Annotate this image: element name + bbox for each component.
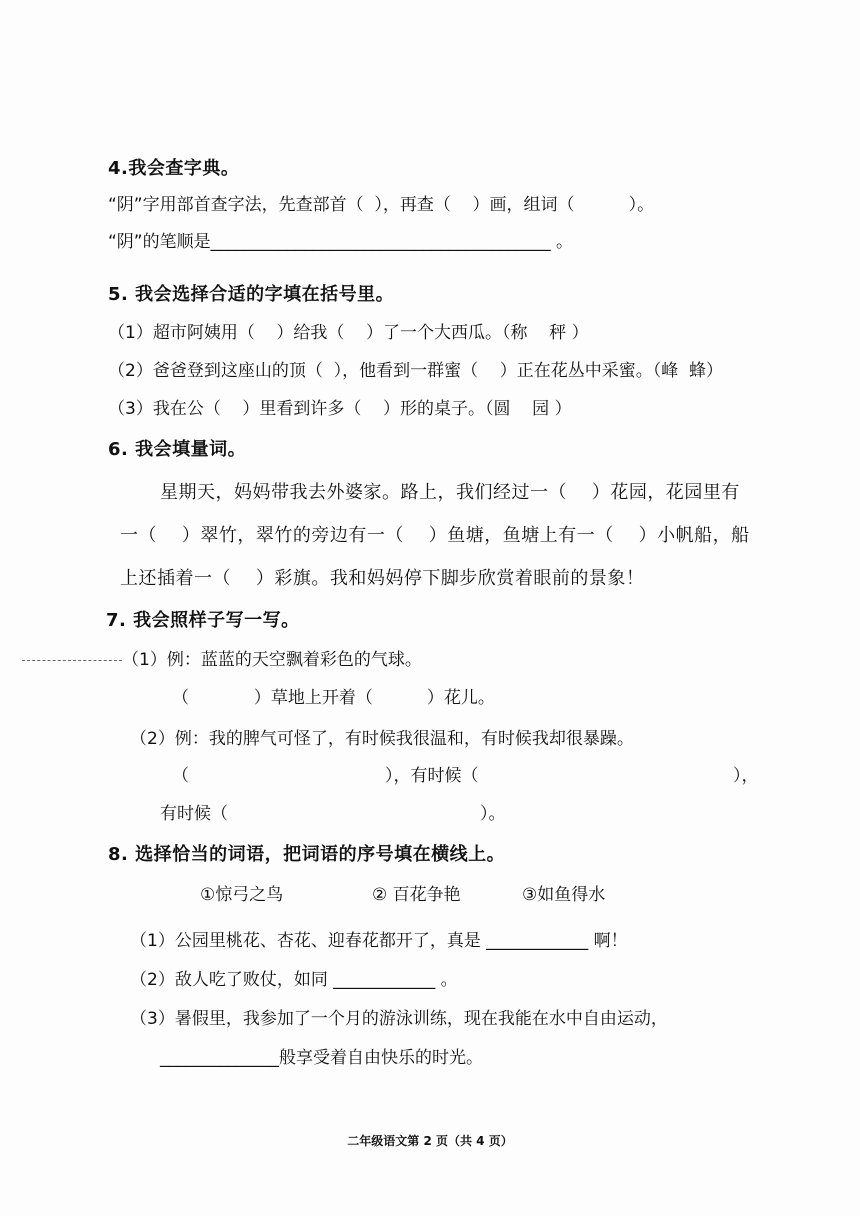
q8-item-1: （1）公园里桃花、杏花、迎春花都开了，真是 ____________ 啊！ [130, 931, 628, 951]
q7-title: 7. 我会照样子写一写。 [106, 610, 300, 631]
q5-title: 5. 我会选择合适的字填在括号里。 [108, 284, 395, 305]
q7-blank-1: （ ）草地上开着（ ）花儿。 [172, 688, 495, 708]
q6-line-1: 星期天，妈妈带我去外婆家。路上，我们经过一（ ）花园，花园里有 [160, 482, 740, 503]
q7-blank-2a: （ [172, 766, 189, 786]
q6-line-2: 一（ ）翠竹，翠竹的旁边有一（ ）鱼塘，鱼塘上有一（ ）小帆船，船 [120, 525, 750, 546]
q5-item-1: （1）超市阿姨用（ ）给我（ ）了一个大西瓜。（称 秤 ） [108, 323, 589, 343]
q6-line-3: 上还插着一（ ）彩旗。我和妈妈停下脚步欣赏着眼前的景象！ [120, 568, 645, 589]
q8-option-1: ①惊弓之鸟 [200, 885, 284, 905]
q5-item-3: （3）我在公（ ）里看到许多（ ）形的桌子。（圆 园 ） [108, 399, 572, 419]
scan-mark [22, 660, 122, 661]
q8-item-3-cont: ______________般享受着自由快乐的时光。 [160, 1048, 483, 1068]
q4-title: 4.我会查字典。 [108, 158, 240, 179]
q7-blank-3b: ）。 [480, 804, 506, 824]
q8-title: 8. 选择恰当的词语，把词语的序号填在横线上。 [108, 844, 506, 865]
q8-item-3: （3）暑假里，我参加了一个月的游泳训练，现在我能在水中自由运动， [130, 1009, 668, 1029]
q4-line1: “阴”字用部首查字法，先查部首（ ），再查（ ）画，组词（ ）。 [108, 195, 655, 215]
q7-blank-2b: ），有时候（ [385, 766, 479, 786]
q4-line2: “阴”的笔顺是________________________________________ 。 [108, 232, 574, 252]
q7-example-1: （1）例：蓝蓝的天空飘着彩色的气球。 [122, 650, 422, 670]
page-footer: 二年级语文第 2 页（共 4 页） [347, 1134, 513, 1148]
q8-item-2: （2）敌人吃了败仗，如同 ____________ 。 [130, 970, 458, 990]
q7-blank-2c: ）， [733, 766, 759, 786]
q5-item-2: （2）爸爸登到这座山的顶（ ），他看到一群蜜（ ）正在花丛中采蜜。（峰 蜂） [108, 361, 724, 381]
q8-option-2: ② 百花争艳 [372, 885, 461, 905]
q6-title: 6. 我会填量词。 [108, 439, 247, 460]
q7-blank-3a: 有时候（ [160, 804, 228, 824]
q8-option-3: ③如鱼得水 [522, 885, 606, 905]
q7-example-2: （2）例：我的脾气可怪了，有时候我很温和，有时候我却很暴躁。 [130, 729, 634, 749]
